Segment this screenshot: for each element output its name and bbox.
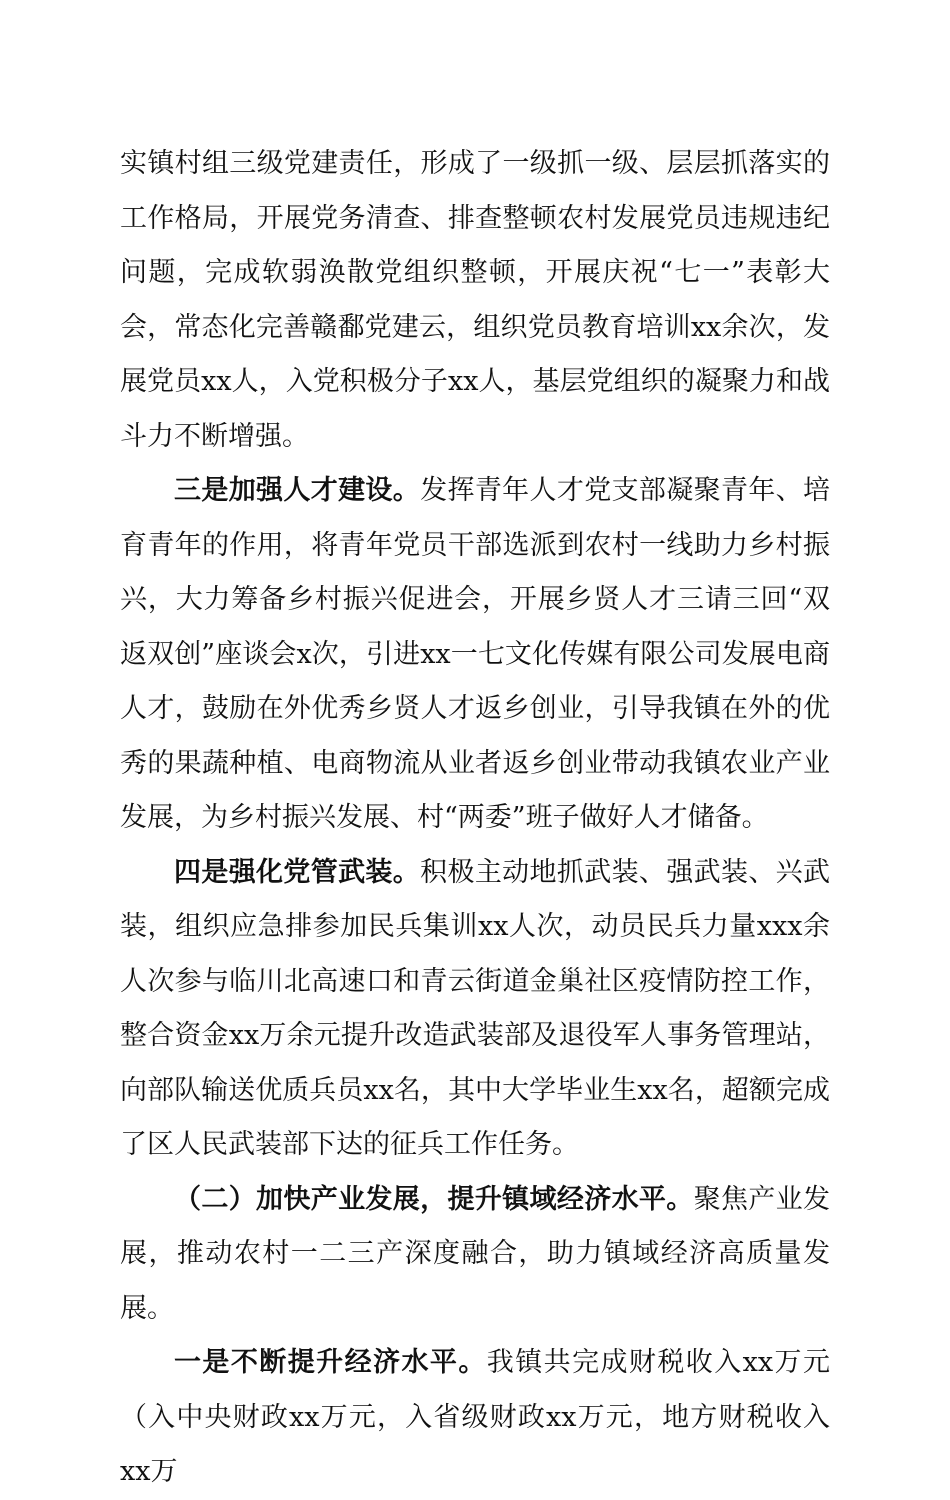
section-heading: （二）加快产业发展，提升镇域经济水平。 (174, 1183, 694, 1215)
paragraph-text: 聚焦产业发展，推动农村一二三产深度融合，助力镇域经济高质量发展。 (120, 1183, 831, 1324)
paragraph-economic-level (120, 1336, 830, 1500)
paragraph-text: 发挥青年人才党支部凝聚青年、培育青年的作用，将青年党员干部选派到农村一线助力乡村振兴，大力筹备乡村振兴促进会，开展乡贤人才三请三回“双返双创”座谈会x次，引进xx一七文化传媒有限公司发展电商人才，鼓励在外优秀乡贤人才返乡创业，引导我镇在外的优秀的果蔬种植、电商物流从业者返乡创业带动我镇农业产业发展，为乡村振兴发展、村“两委”班子做好人才储备。 (120, 475, 831, 833)
paragraph-heading: 三是加强人才建设。 (174, 475, 421, 506)
paragraph-industry-development (120, 1173, 830, 1337)
paragraph-text: 积极主动地抓武装、强武装、兴武装，组织应急排参加民兵集训xx人次，动员民兵力量xxx余人次参与临川北高速口和青云街道金巢社区疫情防控工作，整合资金xx万余元提升改造武装部及退役军人事务管理站，向部队输送优质兵员xx名，其中大学毕业生xx名，超额完成了区人民武装部下达的征兵工作任务。 (120, 856, 831, 1160)
paragraph-text: 我镇共完成财税收入xx万元（入中央财政xx万元，入省级财政xx万元，地方财税收入xx万 (120, 1347, 830, 1487)
paragraph-heading: 一是不断提升经济水平。 (174, 1347, 487, 1378)
paragraph-armed-forces (120, 846, 830, 1173)
paragraph-heading: 四是强化党管武装。 (174, 856, 421, 888)
paragraph-talent-building (120, 464, 830, 846)
paragraph-text: 实镇村组三级党建责任，形成了一级抓一级、层层抓落实的工作格局，开展党务清查、排查整顿农村发展党员违规违纪问题，完成软弱涣散党组织整顿，开展庆祝“七一”表彰大会，常态化完善赣鄱党建云，组织党员教育培训xx余次，发展党员xx人，入党积极分子xx人，基层党组织的凝聚力和战斗力不断增强。 (120, 148, 830, 452)
paragraph-party-responsibility (120, 137, 830, 464)
document-body (120, 137, 830, 1500)
